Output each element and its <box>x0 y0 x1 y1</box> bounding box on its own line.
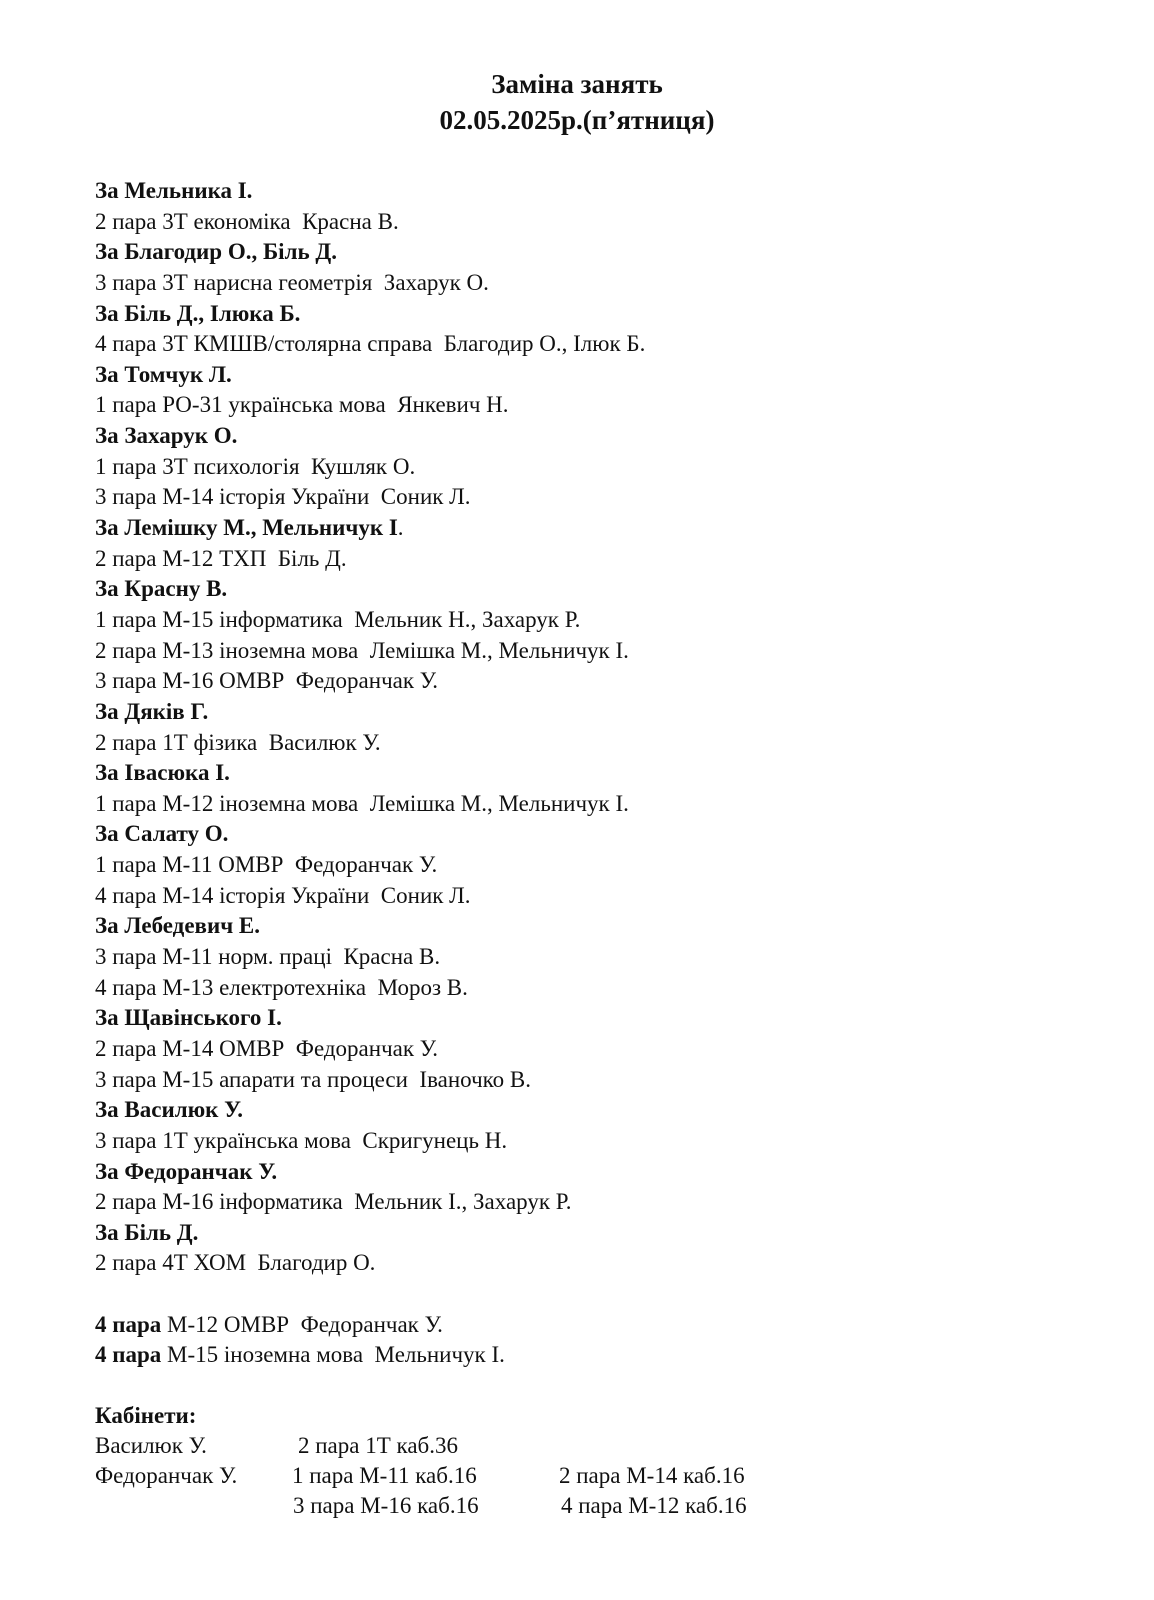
block-header-tail: . <box>397 515 404 541</box>
block-line: 3 пара М-15 апарати та процеси Іваночко В. <box>95 1066 531 1092</box>
block-header: За Василюк У. <box>95 1097 244 1123</box>
block-header: За Томчук Л. <box>95 361 232 387</box>
extra-text: М-12 ОМВР Федоранчак У. <box>161 1311 443 1337</box>
cabinet-teacher: Федоранчак У. <box>95 1463 238 1488</box>
page-date: 02.05.2025р.(п’ятниця) <box>439 105 715 135</box>
block-line: 3 пара М-11 норм. праці Красна В. <box>95 944 441 970</box>
block-line: 1 пара РО-31 українська мова Янкевич Н. <box>95 392 509 418</box>
block-header: За Біль Д. <box>95 1219 199 1245</box>
block-line: 2 пара М-16 інформатика Мельник І., Захарук Р. <box>95 1189 572 1215</box>
cabinet-entry: 2 пара 1Т каб.36 <box>298 1433 459 1458</box>
block-line: 3 пара 1Т українська мова Скригунець Н. <box>95 1127 508 1153</box>
block-line: 3 пара М-14 історія України Соник Л. <box>95 484 471 510</box>
extra-pair: 4 пара <box>95 1311 162 1337</box>
cabinet-entry: 3 пара М-16 каб.16 <box>293 1493 479 1518</box>
block-header: За Захарук О. <box>95 423 238 449</box>
block-line: 1 пара М-15 інформатика Мельник Н., Захарук Р. <box>95 606 581 632</box>
block-line: 1 пара М-12 іноземна мова Лемішка М., Мельничук І. <box>95 790 629 816</box>
block-line: 2 пара М-14 ОМВР Федоранчак У. <box>95 1035 439 1061</box>
block-line: 2 пара М-13 іноземна мова Лемішка М., Мельничук І. <box>95 637 629 663</box>
block-line: 3 пара М-16 ОМВР Федоранчак У. <box>95 668 439 694</box>
cabinet-teacher: Василюк У. <box>95 1433 207 1458</box>
extra-text: М-15 іноземна мова Мельничук І. <box>161 1342 505 1368</box>
block-header: За Дяків Г. <box>95 698 209 724</box>
extra-pair: 4 пара <box>95 1342 162 1368</box>
block-line: 2 пара 4Т ХОМ Благодир О. <box>95 1250 376 1276</box>
block-line: 1 пара 3Т психологія Кушляк О. <box>95 453 416 479</box>
spacer <box>95 1279 1095 1310</box>
block-header: За Салату О. <box>95 821 229 847</box>
block-header-row <box>95 513 1095 544</box>
block-header: За Благодир О., Біль Д. <box>95 239 337 265</box>
block-header: За Щавінського І. <box>95 1005 282 1031</box>
block-line: 3 пара 3Т нарисна геометрія Захарук О. <box>95 269 489 295</box>
block-line: 1 пара М-11 ОМВР Федоранчак У. <box>95 852 438 878</box>
block-line: 2 пара 3Т економіка Красна В. <box>95 208 399 234</box>
cabinet-entry: 1 пара М-11 каб.16 <box>292 1463 477 1488</box>
extra-line <box>95 1310 1095 1341</box>
page-title: Заміна занять <box>491 69 663 99</box>
substitution-list <box>95 176 1095 1371</box>
block-header: За Федоранчак У. <box>95 1158 278 1184</box>
block-header: За Івасюка І. <box>95 760 230 786</box>
extra-line <box>95 1340 1095 1371</box>
block-header: За Лебедевич Е. <box>95 913 261 939</box>
block-line: 4 пара 3Т КМШВ/столярна справа Благодир О., Ілюк Б. <box>95 331 646 357</box>
block-line: 4 пара М-14 історія України Соник Л. <box>95 882 471 908</box>
cabinet-entry: 4 пара М-12 каб.16 <box>561 1493 747 1518</box>
block-line: 2 пара М-12 ТХП Біль Д. <box>95 545 347 571</box>
block-line: 4 пара М-13 електротехніка Мороз В. <box>95 974 468 1000</box>
block-header: За Біль Д., Ілюка Б. <box>95 300 301 326</box>
cabinet-entry: 2 пара М-14 каб.16 <box>559 1463 745 1488</box>
block-header: За Мельника І. <box>95 178 253 203</box>
block-header: За Красну В. <box>95 576 228 602</box>
block-header: За Лемішку М., Мельничук І <box>95 515 398 541</box>
cabinets-title: Кабінети: <box>95 1403 197 1428</box>
block-line: 2 пара 1Т фізика Василюк У. <box>95 729 381 755</box>
